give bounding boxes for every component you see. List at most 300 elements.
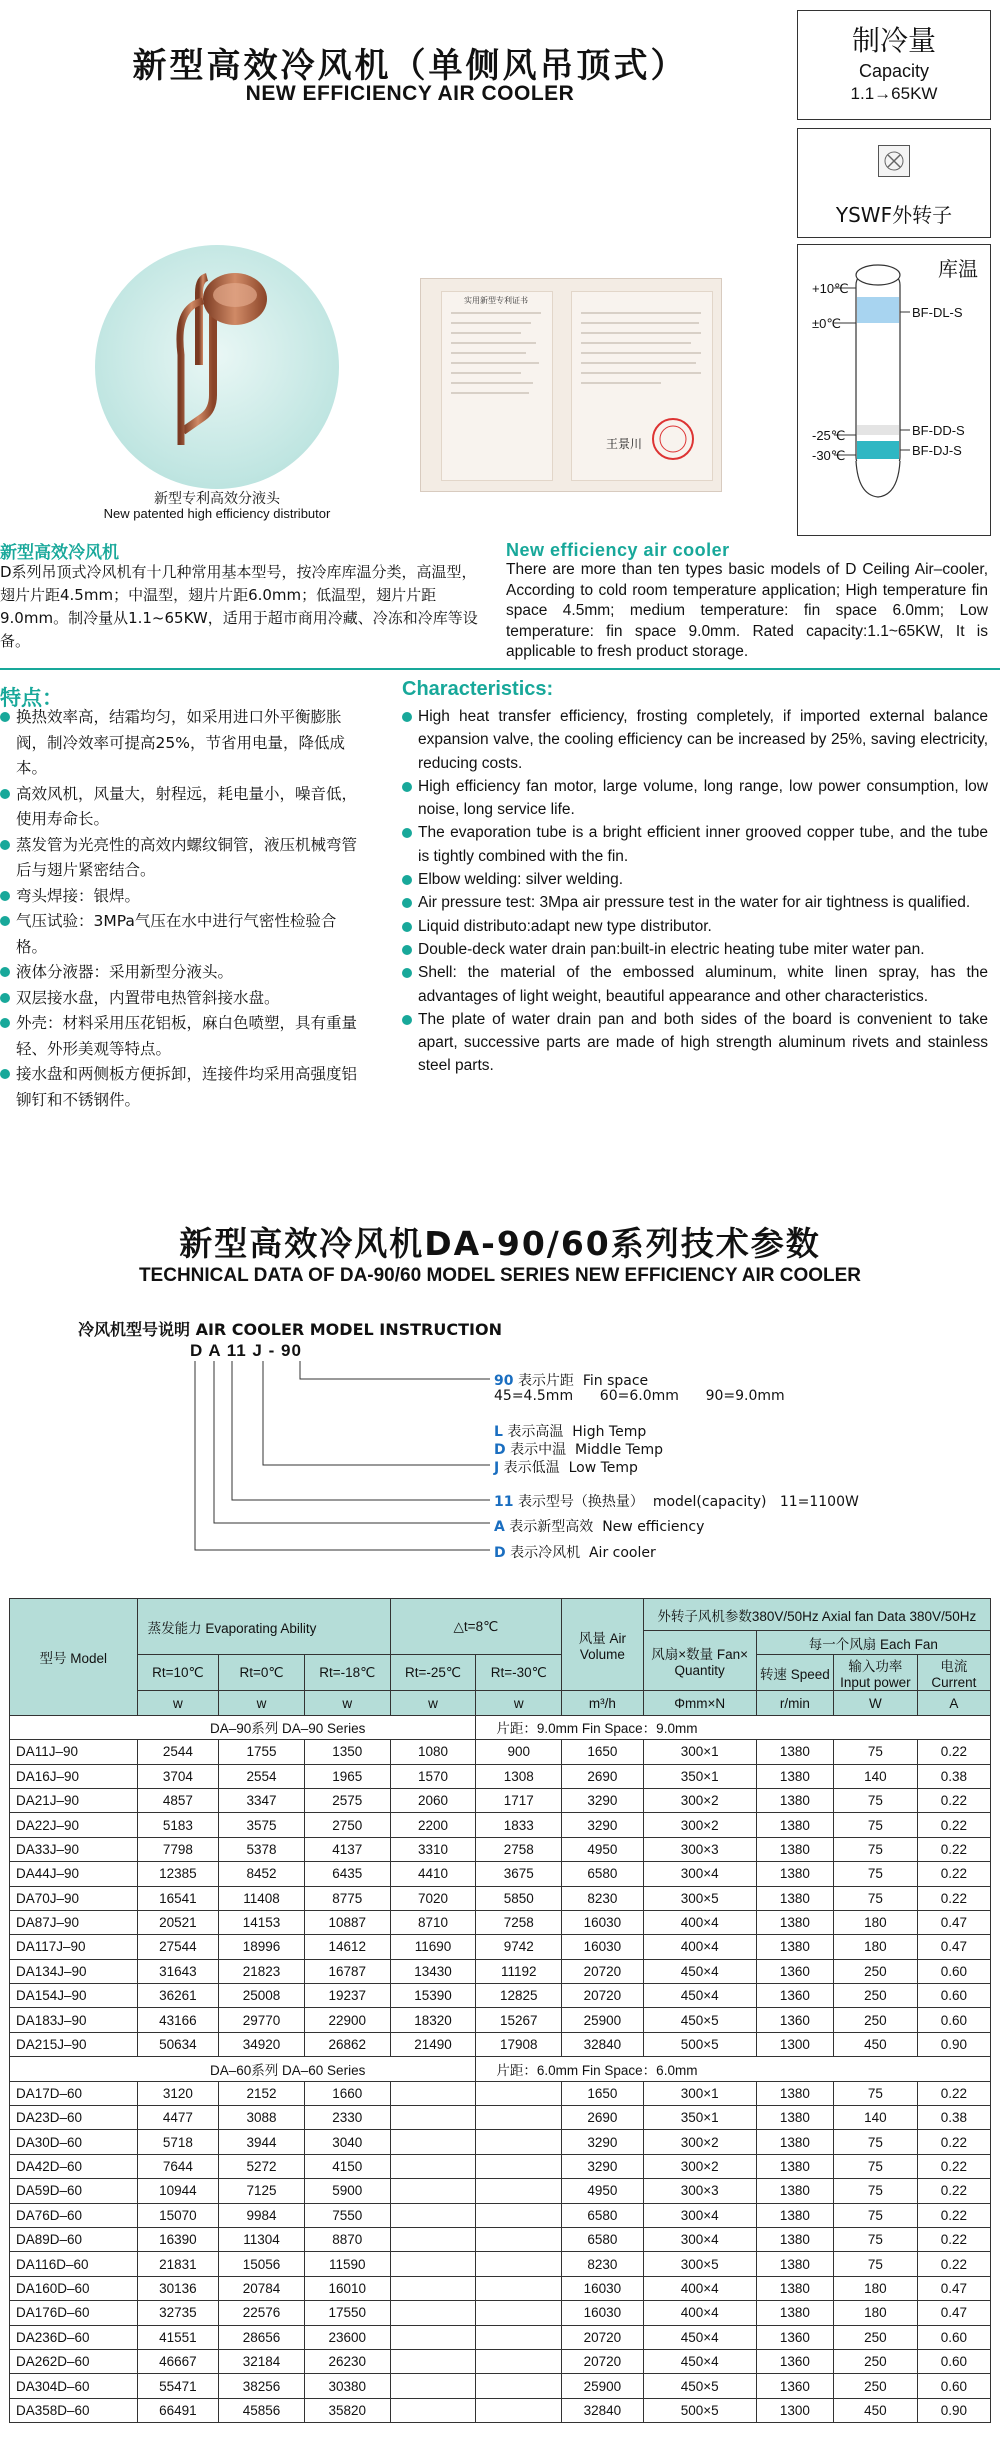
table-cell [476,2227,562,2251]
table-cell: 5850 [476,1886,562,1910]
table-cell [390,2154,476,2178]
table-cell: 1350 [304,1740,390,1764]
table-cell: 7798 [137,1837,219,1861]
table-cell: 14153 [219,1910,305,1934]
header-rt-10: Rt=10℃ [137,1655,219,1691]
table-row [10,1837,991,1861]
page-subtitle: NEW EFFICIENCY AIR COOLER [245,82,575,105]
table-cell: 0.38 [917,1764,990,1788]
table-cell: 2758 [476,1837,562,1861]
table-cell: 3347 [219,1788,305,1812]
table-cell: 400×4 [643,1935,756,1959]
band-label-dj: BF-DJ-S [912,443,962,458]
table-cell: 450×5 [643,2008,756,2032]
table-cell: 1380 [756,2203,833,2227]
en-characteristics-title: Characteristics: [402,678,554,700]
table-cell [476,2301,562,2325]
unit-cell: w [390,1691,476,1715]
fan-type-box [797,128,991,238]
table-cell: 16030 [562,1910,644,1934]
table-cell: 5900 [304,2179,390,2203]
model-cell: DA22J–90 [10,1813,138,1837]
table-cell: 31643 [137,1959,219,1983]
table-cell: 300×4 [643,1862,756,1886]
section-divider [0,668,1000,670]
table-cell: 0.22 [917,1788,990,1812]
table-cell: 8230 [562,1886,644,1910]
list-item: The evaporation tube is a bright efficient inner grooved copper tube, and the tube is tightly combined with the fin. [402,821,988,868]
gauge-top-cap [856,265,900,285]
table-cell: 250 [834,2008,918,2032]
table-cell: 27544 [137,1935,219,1959]
instruction-air-cooler: D 表示冷风机 Air cooler [494,1545,656,1561]
model-cell: DA11J–90 [10,1740,138,1764]
table-cell: 32184 [219,2349,305,2373]
table-cell: 1300 [756,2398,833,2422]
table-cell: 300×2 [643,1813,756,1837]
table-cell: 75 [834,2203,918,2227]
table-row [10,2325,991,2349]
table-cell: 400×4 [643,2301,756,2325]
model-cell: DA116D–60 [10,2252,138,2276]
table-cell: 1380 [756,1788,833,1812]
instruction-fin-space: 90 表示片距 Fin space [494,1373,649,1389]
table-cell: 25900 [562,2374,644,2398]
model-instruction-heading: 冷风机型号说明 AIR COOLER MODEL INSTRUCTION [78,1320,502,1339]
table-cell: 1360 [756,2008,833,2032]
model-cell: DA160D–60 [10,2276,138,2300]
unit-cell: m³/h [562,1691,644,1715]
header-delta-t: △t=8℃ [390,1599,562,1655]
table-cell: 11192 [476,1959,562,1983]
table-cell: 16010 [304,2276,390,2300]
room-temperature-box [797,244,991,536]
table-cell: 900 [476,1740,562,1764]
table-cell: 1650 [562,2081,644,2105]
table-cell [390,2252,476,2276]
model-cell: DA76D–60 [10,2203,138,2227]
table-cell: 0.90 [917,2398,990,2422]
table-cell: 0.60 [917,1984,990,2008]
table-cell: 34920 [219,2032,305,2056]
header-input-power: 输入功率 Input power [834,1655,918,1691]
table-cell: 500×5 [643,2398,756,2422]
table-cell: 7020 [390,1886,476,1910]
table-cell: 3575 [219,1813,305,1837]
table-cell: 25900 [562,2008,644,2032]
table-row [10,1764,991,1788]
table-cell: 500×5 [643,2032,756,2056]
list-item: 液体分液器：采用新型分液头。 [0,960,360,986]
table-row [10,2130,991,2154]
table-cell: 43166 [137,2008,219,2032]
unit-cell: w [476,1691,562,1715]
table-cell: 21490 [390,2032,476,2056]
table-cell: 75 [834,1740,918,1764]
table-cell: 22576 [219,2301,305,2325]
table-cell: 30380 [304,2374,390,2398]
table-row [10,1984,991,2008]
table-cell: 38256 [219,2374,305,2398]
table-row [10,2252,991,2276]
model-cell: DA42D–60 [10,2154,138,2178]
instruction-fin-values: 45=4.5mm 60=6.0mm 90=9.0mm [494,1388,785,1404]
table-cell: 11690 [390,1935,476,1959]
table-cell: 75 [834,1862,918,1886]
table-cell: 45856 [219,2398,305,2422]
model-code-example: D A 11 J - 90 [190,1341,302,1360]
header-rt-0: Rt=0℃ [219,1655,305,1691]
table-cell: 0.38 [917,2106,990,2130]
table-cell [390,2301,476,2325]
list-item: 外壳：材料采用压花铝板，麻白色喷塑，具有重量轻、外形美观等特点。 [0,1011,360,1062]
table-cell: 1360 [756,1959,833,1983]
table-cell: 16030 [562,2301,644,2325]
table-row [10,1959,991,1983]
table-cell: 2575 [304,1788,390,1812]
header-speed: 转速 Speed [756,1655,833,1691]
model-cell: DA134J–90 [10,1959,138,1983]
table-cell: 1380 [756,1935,833,1959]
list-item: 接水盘和两侧板方便拆卸，连接件均采用高强度铝铆钉和不锈钢件。 [0,1062,360,1113]
list-item: 弯头焊接：银焊。 [0,884,360,910]
table-cell: 2554 [219,1764,305,1788]
table-row [10,2179,991,2203]
tech-title-en: TECHNICAL DATA OF DA-90/60 MODEL SERIES NEW EFFICIENCY AIR COOLER [138,1265,862,1286]
table-cell [390,2374,476,2398]
table-cell: 1380 [756,1862,833,1886]
table-cell: 0.60 [917,2008,990,2032]
model-cell: DA59D–60 [10,2179,138,2203]
table-cell: 5183 [137,1813,219,1837]
table-cell: 41551 [137,2325,219,2349]
table-row [10,1886,991,1910]
table-cell: 0.22 [917,2203,990,2227]
table-cell: 15390 [390,1984,476,2008]
header-fan-data: 外转子风机参数380V/50Hz Axial fan Data 380V/50Hz [643,1599,990,1631]
table-cell: 350×1 [643,1764,756,1788]
table-cell: 450×4 [643,1984,756,2008]
table-cell: 1380 [756,1740,833,1764]
table-cell: 1833 [476,1813,562,1837]
band-dj [857,441,899,459]
model-cell: DA236D–60 [10,2325,138,2349]
table-row [10,2227,991,2251]
table-cell: 75 [834,1837,918,1861]
table-cell: 4857 [137,1788,219,1812]
band-dd [857,425,899,435]
list-item: Elbow welding: silver welding. [402,868,988,891]
table-cell: 75 [834,2227,918,2251]
table-cell: 450×4 [643,1959,756,1983]
table-cell: 0.47 [917,2301,990,2325]
tick-label-minus25: -25℃ [812,428,846,443]
table-cell: 300×3 [643,1837,756,1861]
table-cell: 1650 [562,1740,644,1764]
table-cell: 9742 [476,1935,562,1959]
capacity-range: 1.1→65KW [850,84,938,103]
instruction-low-temp: J 表示低温 Low Temp [494,1460,638,1476]
table-cell: 26230 [304,2349,390,2373]
fan-type-label: YSWF外转子 [835,203,953,227]
table-cell: 26862 [304,2032,390,2056]
table-cell: 75 [834,2252,918,2276]
table-cell: 1380 [756,2106,833,2130]
table-row [10,2081,991,2105]
table-cell: 0.47 [917,1935,990,1959]
table-cell: 13430 [390,1959,476,1983]
table-cell: 36261 [137,1984,219,2008]
table-cell [390,2349,476,2373]
table-cell: 32840 [562,2032,644,2056]
header-current: 电流 Current [917,1655,990,1691]
table-cell: 3290 [562,2130,644,2154]
tick-label-0: ±0℃ [812,316,841,331]
table-cell: 5378 [219,1837,305,1861]
table-row [10,1935,991,1959]
table-cell: 1570 [390,1764,476,1788]
table-cell: 1660 [304,2081,390,2105]
certificate-title: 实用新型专利证书 [464,296,528,305]
table-cell: 300×4 [643,2203,756,2227]
table-cell: 6580 [562,2227,644,2251]
patent-certificate [420,278,722,492]
table-cell: 140 [834,2106,918,2130]
table-cell: 5718 [137,2130,219,2154]
table-cell: 46667 [137,2349,219,2373]
table-cell: 8452 [219,1862,305,1886]
section-label: DA–60系列 DA–60 Series [10,2057,476,2081]
table-row [10,2154,991,2178]
model-cell: DA117J–90 [10,1935,138,1959]
model-cell: DA21J–90 [10,1788,138,1812]
table-cell: 250 [834,2374,918,2398]
header-rt-minus25: Rt=-25℃ [390,1655,476,1691]
table-cell: 5272 [219,2154,305,2178]
zh-intro-text: D系列吊顶式冷风机有十几种常用基本型号，按冷库库温分类，高温型，翅片片距4.5mm；中温型，翅片片距6.0mm；低温型，翅片片距9.0mm。制冷量从1.1~65KW，适用于超市商用冷藏、冷冻和冷库等设备。 [0,563,478,650]
table-cell: 16030 [562,2276,644,2300]
list-item: Air pressure test: 3Mpa air pressure test in the water for air tightness is qualified. [402,891,988,914]
table-cell: 6580 [562,1862,644,1886]
table-cell: 50634 [137,2032,219,2056]
table-row [10,1813,991,1837]
table-row [10,2032,991,2056]
en-intro-title: New efficiency air cooler [506,540,730,560]
table-cell [476,2179,562,2203]
tick-label-minus30: -30℃ [812,448,846,463]
table-cell [390,2130,476,2154]
table-cell: 1380 [756,2276,833,2300]
table-cell: 0.22 [917,2227,990,2251]
zh-intro-title: 新型高效冷风机 [0,543,119,563]
table-cell: 3290 [562,1813,644,1837]
table-cell: 0.22 [917,1862,990,1886]
unit-cell: Φmm×N [643,1691,756,1715]
list-item: 气压试验：3MPa气压在水中进行气密性检验合格。 [0,909,360,960]
list-item: The plate of water drain pan and both sides of the board is convenient to take apart, successive parts are made of high strength aluminum rivets and stainless steel parts. [402,1008,988,1078]
table-cell: 1380 [756,1837,833,1861]
band-label-dd: BF-DD-S [912,423,965,438]
model-cell: DA17D–60 [10,2081,138,2105]
table-cell: 22900 [304,2008,390,2032]
table-cell: 3944 [219,2130,305,2154]
table-cell: 75 [834,1886,918,1910]
table-cell: 75 [834,1788,918,1812]
model-cell: DA176D–60 [10,2301,138,2325]
table-cell: 10887 [304,1910,390,1934]
table-cell: 4477 [137,2106,219,2130]
table-cell: 20720 [562,1984,644,2008]
table-cell: 20720 [562,2349,644,2373]
model-cell: DA44J–90 [10,1862,138,1886]
zh-characteristics-list [0,705,360,1113]
table-row [10,1862,991,1886]
table-row [10,2398,991,2422]
table-cell: 18996 [219,1935,305,1959]
table-cell [476,2398,562,2422]
table-cell: 0.22 [917,2179,990,2203]
table-cell: 300×2 [643,2130,756,2154]
table-cell: 300×4 [643,2227,756,2251]
model-cell: DA33J–90 [10,1837,138,1861]
instruction-new-efficiency: A 表示新型高效 New efficiency [494,1519,705,1535]
table-cell: 2690 [562,1764,644,1788]
table-cell: 1380 [756,2130,833,2154]
table-cell [476,2154,562,2178]
list-item: 高效风机，风量大，射程远，耗电量小，噪音低，使用寿命长。 [0,782,360,833]
table-cell: 75 [834,2130,918,2154]
table-cell: 6435 [304,1862,390,1886]
table-row [10,1910,991,1934]
table-cell: 180 [834,2301,918,2325]
gauge-bottom-cap [856,461,900,497]
table-cell: 1300 [756,2032,833,2056]
header-rt-minus30: Rt=-30℃ [476,1655,562,1691]
table-cell [476,2276,562,2300]
header-fan-quantity: 风扇×数量 Fan× Quantity [643,1631,756,1691]
table-cell: 0.60 [917,2325,990,2349]
table-cell [390,2227,476,2251]
table-cell: 10944 [137,2179,219,2203]
table-cell: 32735 [137,2301,219,2325]
table-cell: 1380 [756,2227,833,2251]
table-cell: 0.47 [917,1910,990,1934]
table-cell: 7125 [219,2179,305,2203]
table-cell: 3088 [219,2106,305,2130]
instruction-high-temp: L 表示高温 High Temp [494,1424,647,1440]
table-row [10,1788,991,1812]
model-cell: DA89D–60 [10,2227,138,2251]
section-fin-space: 片距：9.0mm Fin Space：9.0mm [476,1715,991,1739]
table-cell: 12825 [476,1984,562,2008]
table-cell [390,2179,476,2203]
band-dl [857,297,899,323]
table-cell: 1380 [756,2301,833,2325]
table-cell: 1380 [756,1886,833,1910]
table-cell: 250 [834,1984,918,2008]
unit-cell: r/min [756,1691,833,1715]
table-cell: 25008 [219,1984,305,2008]
table-row [10,2008,991,2032]
table-cell: 3290 [562,1788,644,1812]
table-cell: 11304 [219,2227,305,2251]
capacity-label-en: Capacity [858,61,930,81]
model-cell: DA183J–90 [10,2008,138,2032]
list-item: 双层接水盘，内置带电热管斜接水盘。 [0,986,360,1012]
table-cell: 0.22 [917,1740,990,1764]
header-model: 型号 Model [10,1599,138,1716]
table-cell: 4410 [390,1862,476,1886]
instruction-middle-temp: D 表示中温 Middle Temp [494,1442,663,1458]
table-cell: 15056 [219,2252,305,2276]
model-cell: DA304D–60 [10,2374,138,2398]
table-cell: 11590 [304,2252,390,2276]
table-cell: 3040 [304,2130,390,2154]
table-cell: 0.22 [917,2154,990,2178]
distributor-caption-en: New patented high efficiency distributor [103,506,331,521]
unit-cell: w [304,1691,390,1715]
table-row [10,1740,991,1764]
table-cell: 450 [834,2032,918,2056]
table-cell: 250 [834,2349,918,2373]
table-cell: 21823 [219,1959,305,1983]
table-cell: 1965 [304,1764,390,1788]
unit-cell: w [137,1691,219,1715]
table-cell: 9984 [219,2203,305,2227]
table-cell: 21831 [137,2252,219,2276]
room-temperature-title: 库温 [938,257,978,281]
table-cell [476,2325,562,2349]
table-cell: 0.22 [917,2081,990,2105]
distributor-photo [95,245,339,489]
table-cell: 7644 [137,2154,219,2178]
table-cell [390,2106,476,2130]
table-cell: 1380 [756,2252,833,2276]
table-cell: 1360 [756,2349,833,2373]
table-cell: 4950 [562,2179,644,2203]
table-cell: 7258 [476,1910,562,1934]
zh-characteristics-title: 特点： [0,686,63,710]
table-cell: 16541 [137,1886,219,1910]
model-cell: DA70J–90 [10,1886,138,1910]
table-cell: 8710 [390,1910,476,1934]
list-item: High efficiency fan motor, large volume, long range, low power consumption, low noise, long service life. [402,775,988,822]
model-cell: DA262D–60 [10,2349,138,2373]
table-cell: 1380 [756,1910,833,1934]
table-cell [476,2203,562,2227]
table-cell: 2330 [304,2106,390,2130]
table-cell: 300×1 [643,2081,756,2105]
model-cell: DA30D–60 [10,2130,138,2154]
band-empty [857,345,899,425]
table-cell: 1080 [390,1740,476,1764]
table-cell: 8230 [562,2252,644,2276]
table-cell: 6580 [562,2203,644,2227]
model-cell: DA23D–60 [10,2106,138,2130]
section-row [10,1715,991,1739]
table-cell: 3310 [390,1837,476,1861]
table-cell: 3704 [137,1764,219,1788]
table-cell: 35820 [304,2398,390,2422]
table-cell: 20784 [219,2276,305,2300]
table-cell: 2152 [219,2081,305,2105]
model-cell: DA215J–90 [10,2032,138,2056]
table-cell: 2200 [390,1813,476,1837]
table-cell: 180 [834,1935,918,1959]
table-cell: 1380 [756,2081,833,2105]
table-cell: 180 [834,2276,918,2300]
table-cell: 11408 [219,1886,305,1910]
